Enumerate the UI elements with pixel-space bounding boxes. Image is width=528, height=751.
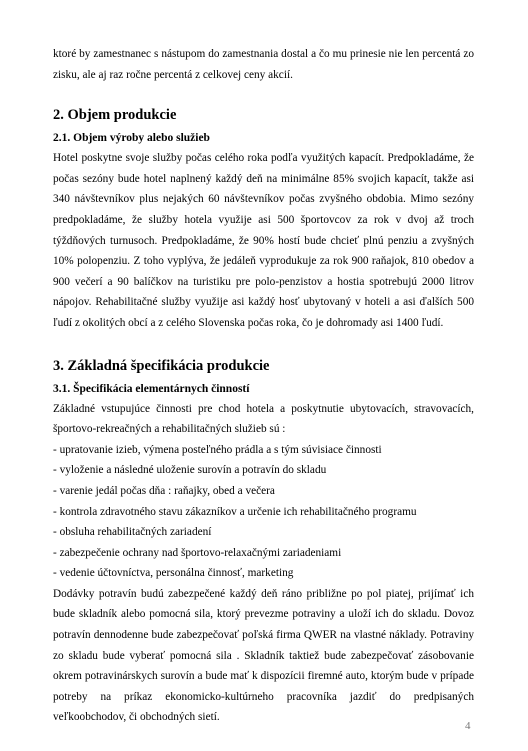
list-item: - obsluha rehabilitačných zariadení <box>53 526 212 539</box>
section-3-1-closing-paragraph: Dodávky potravín budú zabezpečené každý deň ráno približne po pol piatej, prijímať ich bude skladník alebo pomocná sila, ktorý prevezme potraviny a uloží ich do skladu. Dovoz potravín dennodenne bude zabezpečovať poľská firma QWER na vlastné náklady. Potraviny zo skladu bude vyberať pomocná sila . Skladník taktiež bude zabezpečovať zásobovanie okrem potravinárskych surovín a bude mať k dispozícii firemné auto, ktorým bude v prípade potreby na príkaz ekonomicko-kultúrneho pracovníka jazdiť do predpisaných veľkoobchodov, či obchodných sietí. <box>53 587 474 724</box>
list-item: - varenie jedál počas dňa : raňajky, obed a večera <box>53 484 275 497</box>
page-content <box>53 44 474 728</box>
intro-paragraph: ktoré by zamestnanec s nástupom do zamestnania dostal a čo mu prinesie nie len percentá zo zisku, ale aj raz ročne percentá z celkovej ceny akcií. <box>53 48 474 81</box>
section-2-heading: 2. Objem produkcie <box>53 107 177 124</box>
page-number: 4 <box>465 720 471 732</box>
section-3-1-intro: Základné vstupujúce činnosti pre chod hotela a poskytnutie ubytovacích, stravovacích, športovo-rekreačných a rehabilitačných služieb sú : <box>53 402 474 436</box>
section-3-1-heading: 3.1. Špecifikácia elementárnych činností <box>53 382 250 395</box>
section-2-1-paragraph: Hotel poskytne svoje služby počas celého roka podľa využitých kapacít. Predpokladáme, že počas sezóny bude hotel naplnený každý deň na minimálne 85% svojich kapacít, takže asi 340 návštevníkov plus nejakých 60 návštevníkov počas zvyšného obdobia. Mimo sezóny predpokladáme, že služby hotela využije asi 500 športovcov za rok v dvoj až troch týždňových turnusoch. Predpokladáme, že 90% hostí bude chcieť plnú penziu a zvyšných 10% polopenziu. Z toho vyplýva, že jedáleň vyprodukuje za rok 900 raňajok, 810 obedov a 900 večerí a 90 balíčkov na turistiku pre polo-penzistov a hostia spotrebujú 2000 litrov nápojov. Rehabilitačné služby využije asi každý hosť ubytovaný v hoteli a asi ďalších 500 ľudí z okolitých obcí a z celého Slovenska počas roka, čo je dohromady asi 1400 ľudí. <box>53 152 474 329</box>
list-item: - kontrola zdravotného stavu zákazníkov a určenie ich rehabilitačného programu <box>53 505 417 518</box>
list-item: - upratovanie izieb, výmena posteľného prádla a s tým súvisiace činnosti <box>53 443 382 456</box>
section-2-1-heading: 2.1. Objem výroby alebo služieb <box>53 132 210 145</box>
list-item: - zabezpečenie ochrany nad športovo-relaxačnými zariadeniami <box>53 546 342 559</box>
section-3-heading: 3. Základná špecifikácia produkcie <box>53 357 270 374</box>
list-item: - vyloženie a následné uloženie surovín a potravín do skladu <box>53 464 327 477</box>
list-item: - vedenie účtovníctva, personálna činnosť, marketing <box>53 567 294 580</box>
